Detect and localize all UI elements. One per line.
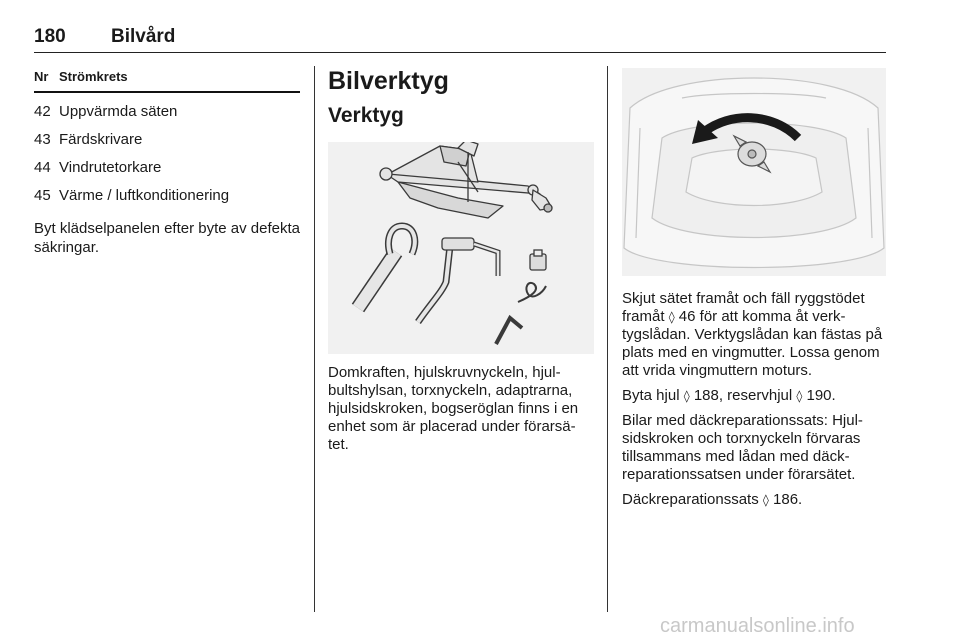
- table-row: [34, 159, 300, 177]
- section-subheading: Verktyg: [328, 104, 404, 127]
- column-divider: [314, 66, 315, 612]
- column-divider: [607, 66, 608, 612]
- paragraph: [622, 491, 888, 509]
- row-nr: 45: [34, 187, 51, 204]
- paragraph: Bilar med däckreparationssats: Hjul-sidskroken och torxnyckeln förvaras tillsammans med lådan med däck-reparationssatsen under förarsätet.: [622, 412, 863, 483]
- section-heading: Bilverktyg: [328, 67, 449, 95]
- table-header: [34, 68, 300, 93]
- page-ref[interactable]: 186: [773, 491, 799, 508]
- text-span: , reservhjul: [718, 387, 797, 404]
- wrench-icon: [358, 226, 498, 322]
- toolbox-illustration: [622, 68, 886, 276]
- text-span: för att komma åt verk-tygslådan. Verktygslådan kan fästas på plats med en vingmutter. Lossa genom att vrida vingmuttern moturs.: [622, 308, 883, 379]
- row-nr: 43: [34, 131, 51, 148]
- jack-icon: [380, 142, 552, 218]
- fuse-table: [34, 68, 300, 257]
- text-span: .: [831, 387, 836, 404]
- ref-icon: ◊: [762, 493, 769, 507]
- column-header-circuit: Strömkrets: [59, 69, 128, 84]
- text-span: Byta hjul: [622, 387, 684, 404]
- row-text: Vindrutetorkare: [59, 159, 162, 176]
- ref-icon: ◊: [683, 389, 690, 403]
- paragraph: [622, 387, 888, 405]
- toolbox-text: [622, 290, 888, 516]
- ref-icon: ◊: [796, 389, 803, 403]
- caption-text: Domkraften, hjulskruvnyckeln, hjul-bultshylsan, torxnyckeln, adaptrarna, hjulsidskroken, bogseröglan finns i en enhet som är placerad under förarsä-tet.: [328, 364, 579, 453]
- ref-icon: ◊: [668, 310, 675, 324]
- page-title: Bilvård: [111, 26, 176, 47]
- paragraph: [622, 290, 888, 380]
- row-nr: 42: [34, 103, 51, 120]
- row-text: Värme / luftkonditionering: [59, 187, 230, 204]
- text-span: Skjut sätet framåt och fäll ryggstödet framåt: [622, 290, 865, 325]
- tools-section: [328, 66, 594, 453]
- column-header-nr: Nr: [34, 69, 49, 84]
- page-ref[interactable]: 188: [693, 387, 719, 404]
- text-span: Däckreparationssats: [622, 491, 763, 508]
- table-row: [34, 131, 300, 149]
- towing-eye-icon: [518, 283, 546, 302]
- tools-illustration: [328, 142, 594, 354]
- tools-caption: [328, 364, 594, 454]
- row-text: Färdskrivare: [59, 131, 143, 148]
- row-text: Uppvärmda säten: [59, 103, 178, 120]
- row-nr: 44: [34, 159, 51, 176]
- watermark: carmanualsonline.info: [660, 615, 855, 637]
- table-row: [34, 187, 300, 205]
- table-row: [34, 103, 300, 121]
- adapter-icon: [530, 250, 546, 270]
- page-ref[interactable]: 190: [806, 387, 832, 404]
- page-ref[interactable]: 46: [678, 308, 696, 325]
- text-span: .: [798, 491, 803, 508]
- page-number: 180: [34, 26, 66, 47]
- page-header: [34, 26, 886, 53]
- torx-key-icon: [496, 318, 522, 344]
- fuse-note: Byt klädselpanelen efter byte av defekta säkringar.: [34, 220, 301, 256]
